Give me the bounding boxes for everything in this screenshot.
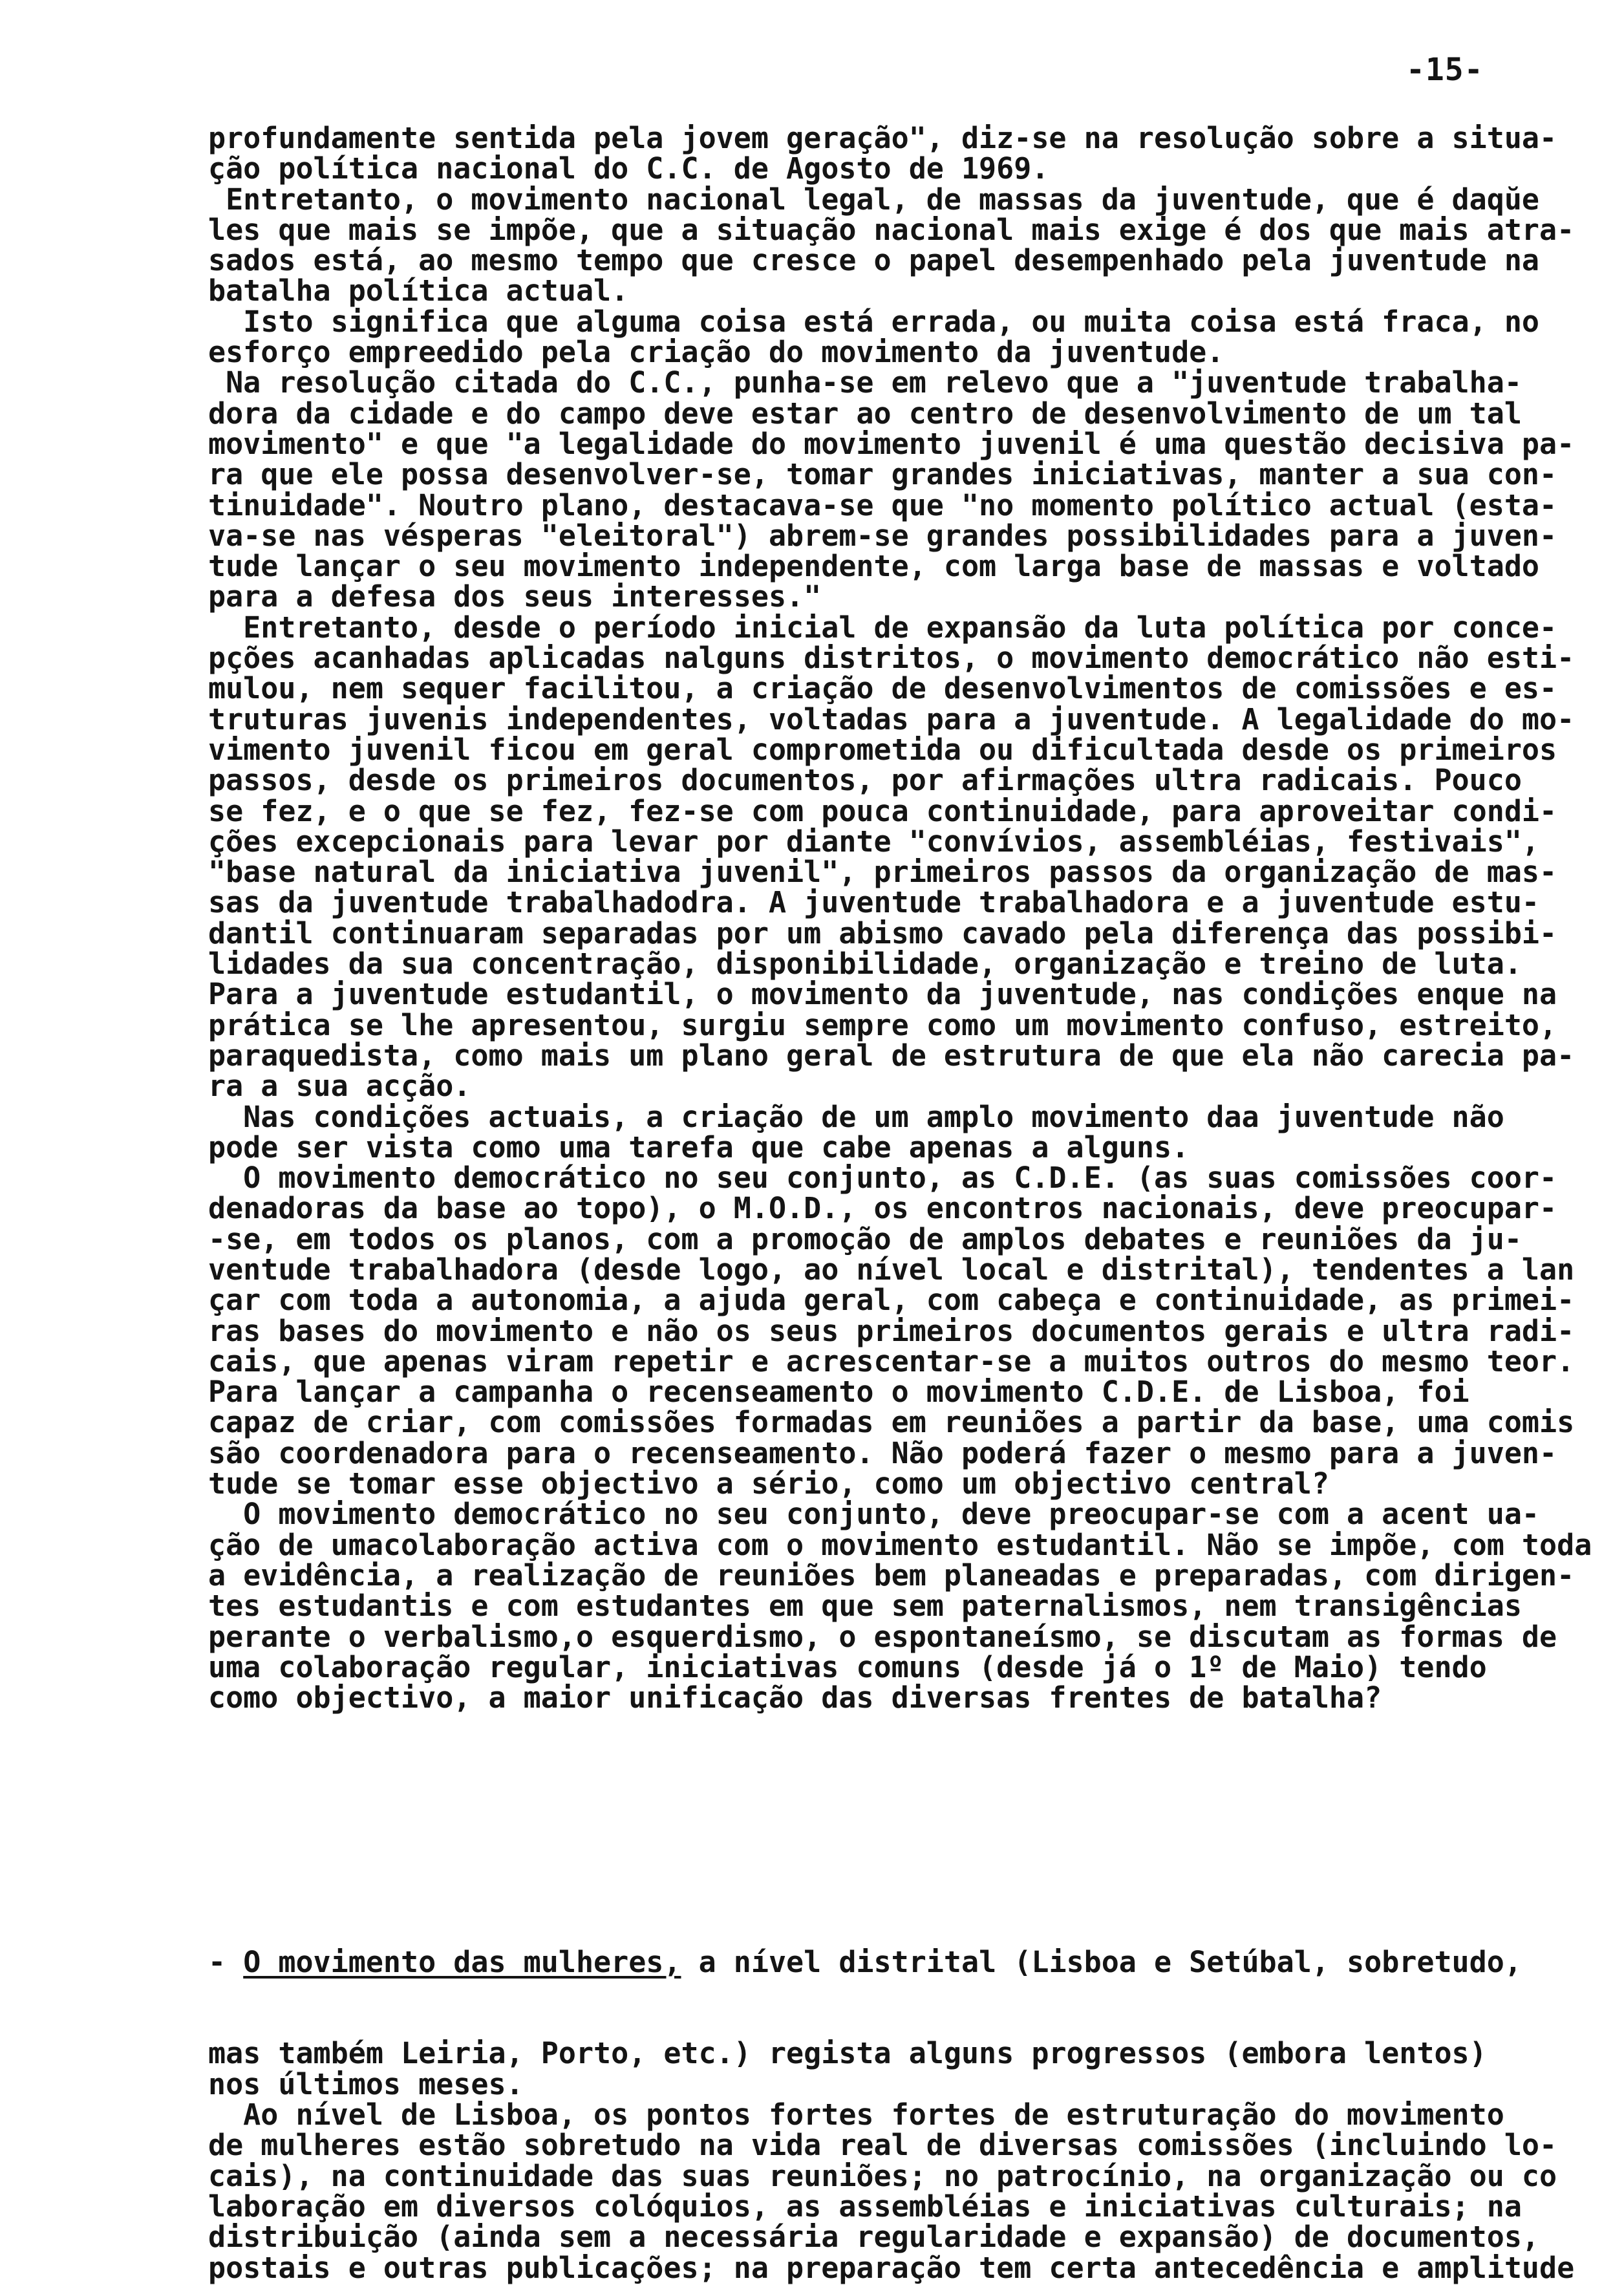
- section-heading-rest: a nível distrital (Lisboa e Setúbal, sobretudo,: [681, 1944, 1522, 1979]
- text-line: batalha política actual.: [208, 274, 629, 308]
- text-line: mulou, nem sequer facilitou, a criação de desenvolvimentos de comissões e es-: [208, 671, 1557, 706]
- section-text-line: cais), na continuidade das suas reuniões; no patrocínio, na organização ou co: [208, 2158, 1557, 2193]
- page-number: -15-: [1406, 52, 1484, 88]
- text-line: dora da cidade e do campo deve estar ao centro de desenvolvimento de um tal: [208, 396, 1522, 431]
- text-line: passos, desde os primeiros documentos, por afirmações ultra radicais. Pouco: [208, 763, 1522, 798]
- text-line: ção de umacolaboração activa com o movimento estudantil. Não se impõe, com toda: [208, 1527, 1592, 1562]
- text-line: cais, que apenas viram repetir e acrescentar-se a muitos outros do mesmo teor.: [208, 1344, 1575, 1379]
- text-line: paraquedista, como mais um plano geral de estrutura de que ela não carecia pa-: [208, 1038, 1575, 1073]
- text-line: uma colaboração regular, iniciativas comuns (desde já o 1º de Maio) tendo: [208, 1649, 1487, 1684]
- text-line: ra que ele possa desenvolver-se, tomar grandes iniciativas, manter a sua con-: [208, 457, 1557, 492]
- text-line: pções acanhadas aplicadas nalguns distritos, o movimento democrático não esti-: [208, 641, 1575, 676]
- section-heading-line: [208, 1944, 1566, 1979]
- section-text-line: laboração em diversos colóquios, as assembléias e iniciativas culturais; na: [208, 2189, 1522, 2224]
- text-line: para a defesa dos seus interesses.": [208, 579, 822, 614]
- text-line: capaz de criar, com comissões formadas em reuniões a partir da base, uma comis: [208, 1405, 1575, 1440]
- text-line: O movimento democrático no seu conjunto, as C.D.E. (as suas comissões coor-: [208, 1161, 1557, 1196]
- womens-movement-section: [208, 1885, 1575, 2285]
- text-line: tude lançar o seu movimento independente, com larga base de massas e voltado: [208, 549, 1540, 584]
- text-line: tude se tomar esse objectivo a sério, como um objectivo central?: [208, 1466, 1329, 1501]
- section-text-line: Ao nível de Lisboa, os pontos fortes fortes de estruturação do movimento: [208, 2097, 1504, 2132]
- text-line: ção política nacional do C.C. de Agosto de 1969.: [208, 151, 1049, 186]
- text-line: O movimento democrático no seu conjunto, deve preocupar-se com a acent ua-: [208, 1497, 1540, 1532]
- text-line: les que mais se impõe, que a situação nacional mais exige é dos que mais atra-: [208, 212, 1575, 247]
- text-line: -se, em todos os planos, com a promoção de amplos debates e reuniões da ju-: [208, 1221, 1522, 1256]
- text-line: perante o verbalismo,o esquerdismo, o espontaneísmo, se discutam as formas de: [208, 1619, 1557, 1654]
- section-heading: O movimento das mulheres,: [243, 1944, 681, 1979]
- text-line: ções excepcionais para levar por diante "convívios, assembléias, festivais",: [208, 824, 1540, 859]
- text-line: denadoras da base ao topo), o M.O.D., os encontros nacionais, deve preocupar-: [208, 1191, 1557, 1226]
- text-line: tes estudantis e com estudantes em que sem paternalismos, nem transigências: [208, 1589, 1522, 1624]
- text-line: ventude trabalhadora (desde logo, ao nível local e distrital), tendentes a lan: [208, 1252, 1575, 1287]
- text-line: sas da juventude trabalhadodra. A juventude trabalhadora e a juventude estu-: [208, 885, 1540, 920]
- text-line: truturas juvenis independentes, voltadas para a juventude. A legalidade do mo-: [208, 702, 1575, 736]
- text-line: ra a sua acção.: [208, 1069, 471, 1104]
- text-line: a evidência, a realização de reuniões bem planeadas e preparadas, com dirigen-: [208, 1558, 1575, 1593]
- text-line: Para a juventude estudantil, o movimento da juventude, nas condições enque na: [208, 977, 1557, 1012]
- section-text-line: de mulheres estão sobretudo na vida real de diversas comissões (incluindo lo-: [208, 2128, 1557, 2163]
- text-line: çar com toda a autonomia, a ajuda geral, com cabeça e continuidade, as primei-: [208, 1283, 1575, 1318]
- text-line: "base natural da iniciativa juvenil", primeiros passos da organização de mas-: [208, 855, 1557, 890]
- text-line: tinuidade". Noutro plano, destacava-se que "no momento político actual (esta-: [208, 488, 1557, 522]
- text-line: profundamente sentida pela jovem geração", diz-se na resolução sobre a situa-: [208, 121, 1557, 155]
- section-text-line: nos últimos meses.: [208, 2066, 524, 2101]
- text-line: Nas condições actuais, a criação de um amplo movimento daa juventude não: [208, 1099, 1504, 1134]
- section-text-line: postais e outras publicações; na preparação tem certa antecedência e amplitude: [208, 2250, 1575, 2285]
- text-line: como objectivo, a maior unificação das diversas frentes de batalha?: [208, 1680, 1382, 1715]
- text-line: Entretanto, desde o período inicial de expansão da luta política por conce-: [208, 610, 1557, 645]
- text-line: esforço empreedido pela criação do movimento da juventude.: [208, 335, 1224, 370]
- text-line: lidades da sua concentração, disponibilidade, organização e treino de luta.: [208, 947, 1522, 982]
- text-line: Isto significa que alguma coisa está errada, ou muita coisa está fraca, no: [208, 304, 1540, 339]
- body-text: [208, 121, 1592, 1715]
- text-line: dantil continuaram separadas por um abismo cavado pela diferença das possibi-: [208, 916, 1557, 950]
- text-line: movimento" e que "a legalidade do movimento juvenil é uma questão decisiva pa-: [208, 426, 1575, 461]
- text-line: va-se nas vésperas "eleitoral") abrem-se grandes possibilidades para a juven-: [208, 518, 1557, 553]
- text-line: se fez, e o que se fez, fez-se com pouca continuidade, para aproveitar condi-: [208, 793, 1557, 828]
- section-text-line: mas também Leiria, Porto, etc.) regista alguns progressos (embora lentos): [208, 2036, 1487, 2071]
- text-line: ras bases do movimento e não os seus primeiros documentos gerais e ultra radi-: [208, 1313, 1575, 1348]
- text-line: prática se lhe apresentou, surgiu sempre como um movimento confuso, estreito,: [208, 1007, 1557, 1042]
- text-line: Na resolução citada do C.C., punha-se em relevo que a "juventude trabalha-: [208, 365, 1522, 400]
- section-text-line: distribuição (ainda sem a necessária regularidade e expansão) de documentos,: [208, 2220, 1540, 2255]
- text-line: vimento juvenil ficou em geral comprometida ou dificultada desde os primeiros: [208, 732, 1557, 767]
- text-line: Para lançar a campanha o recenseamento o movimento C.D.E. de Lisboa, foi: [208, 1375, 1469, 1410]
- text-line: Entretanto, o movimento nacional legal, de massas da juventude, que é daqŭe: [208, 182, 1540, 217]
- text-line: são coordenadora para o recenseamento. Não poderá fazer o mesmo para a juven-: [208, 1435, 1557, 1470]
- section-dash: -: [208, 1944, 244, 1979]
- text-line: sados está, ao mesmo tempo que cresce o papel desempenhado pela juventude na: [208, 243, 1540, 278]
- text-line: pode ser vista como uma tarefa que cabe apenas a alguns.: [208, 1130, 1190, 1164]
